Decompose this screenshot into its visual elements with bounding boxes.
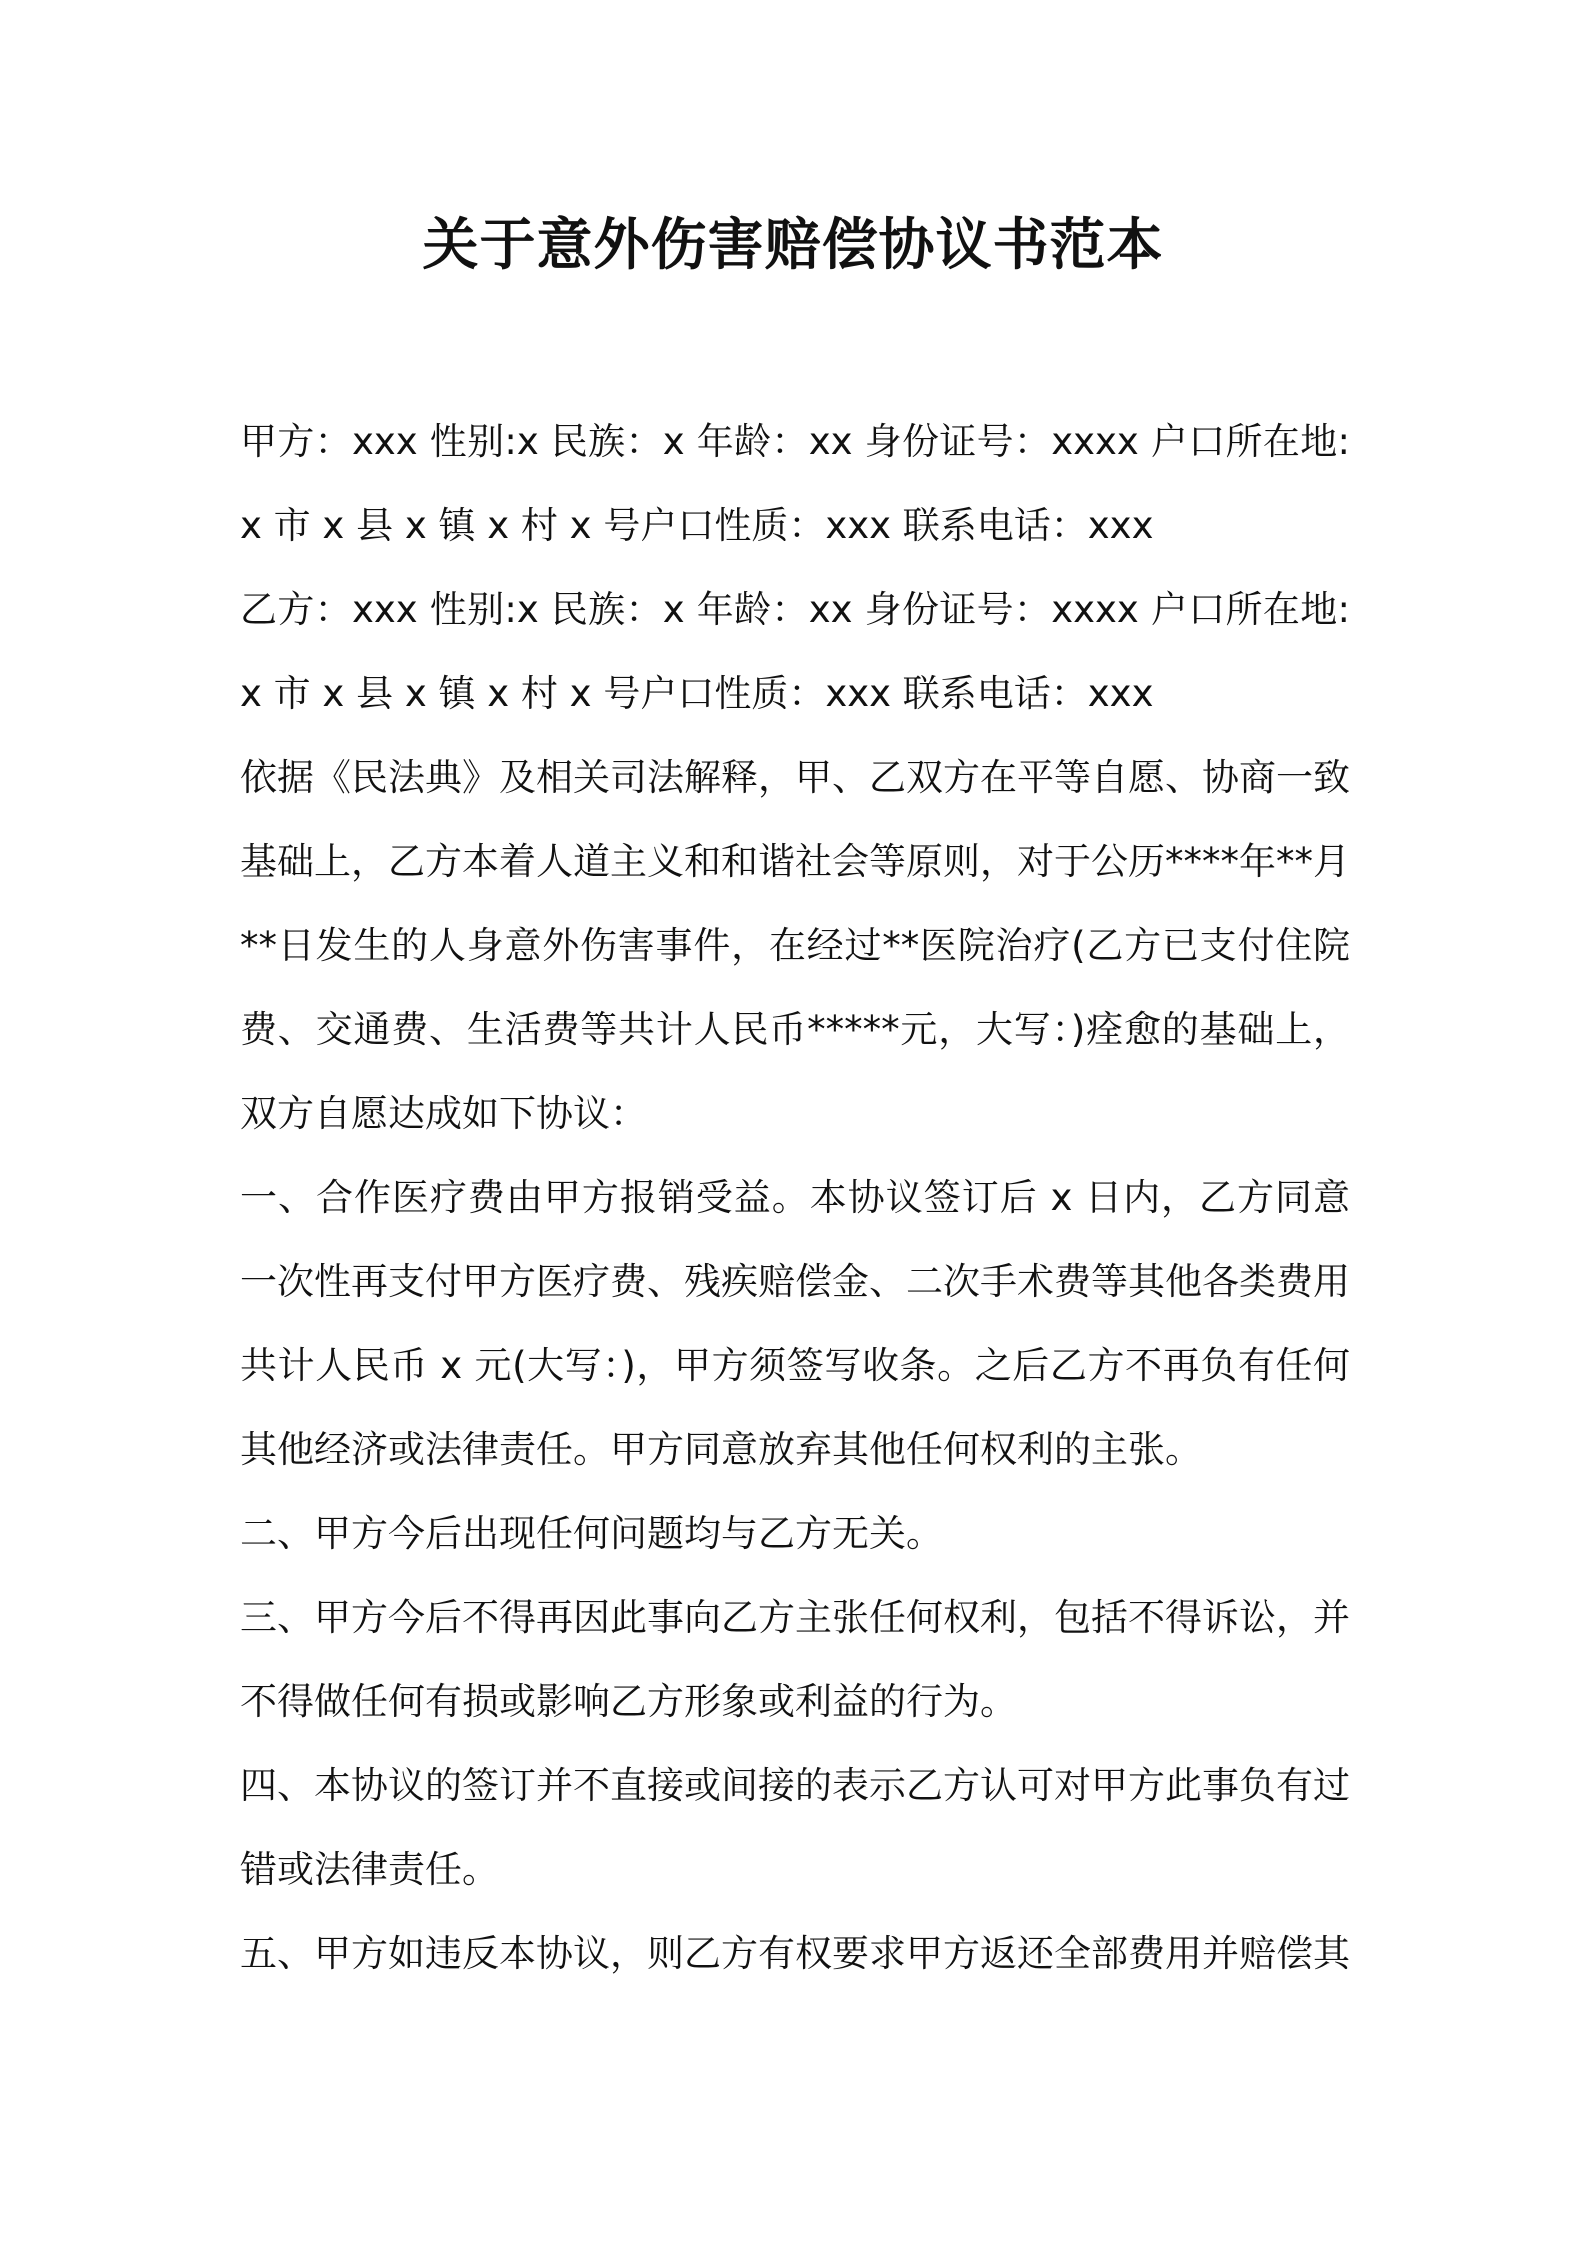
clause-3: 三、甲方今后不得再因此事向乙方主张任何权利，包括不得诉讼，并不得做任何有损或影响乙方形象或利益的行为。 <box>240 1596 1350 1723</box>
clause-4: 四、本协议的签订并不直接或间接的表示乙方认可对甲方此事负有过错或法律责任。 <box>240 1764 1350 1891</box>
document-body <box>240 400 1350 1996</box>
party-b-info: 乙方：xxx 性别:x 民族：x 年龄：xx 身份证号：xxxx 户口所在地:x 市 x 县 x 镇 x 村 x 号户口性质：xxx 联系电话：xxx <box>240 588 1350 715</box>
clause-1: 一、合作医疗费由甲方报销受益。本协议签订后 x 日内，乙方同意一次性再支付甲方医疗费、残疾赔偿金、二次手术费等其他各类费用共计人民币 x 元(大写：)，甲方须签写收条。之后乙方不再负有任何其他经济或法律责任。甲方同意放弃其他任何权利的主张。 <box>240 1176 1350 1471</box>
document-title: 关于意外伤害赔偿协议书范本 <box>422 213 1164 278</box>
preamble-paragraph: 依据《民法典》及相关司法解释，甲、乙双方在平等自愿、协商一致基础上，乙方本着人道主义和和谐社会等原则，对于公历****年**月**日发生的人身意外伤害事件，在经过**医院治疗(乙方已支付住院费、交通费、生活费等共计人民币*****元，大写：)痊愈的基础上，双方自愿达成如下协议： <box>240 756 1350 1135</box>
party-a-info: 甲方：xxx 性别:x 民族：x 年龄：xx 身份证号：xxxx 户口所在地:x 市 x 县 x 镇 x 村 x 号户口性质：xxx 联系电话：xxx <box>240 420 1350 547</box>
clause-5: 五、甲方如违反本协议，则乙方有权要求甲方返还全部费用并赔偿其 <box>240 1932 1350 1975</box>
clause-2: 二、甲方今后出现任何问题均与乙方无关。 <box>240 1512 943 1555</box>
